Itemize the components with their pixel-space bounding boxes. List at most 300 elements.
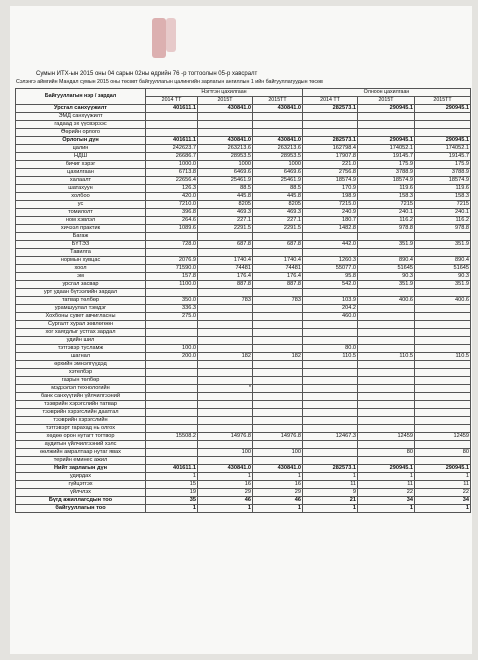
value-cell: 182 (253, 353, 303, 361)
value-cell: 26686.7 (146, 153, 198, 161)
value-cell: 263213.6 (253, 145, 303, 153)
value-cell (253, 393, 303, 401)
value-cell (303, 337, 358, 345)
value-cell (146, 321, 198, 329)
value-cell (303, 321, 358, 329)
value-cell (415, 113, 471, 121)
budget-table (15, 88, 471, 513)
document-title: Сэлэнгэ аймгийн Мандал сумын 2015 оны төсөвт байгууллагын цалингийн зарлагын ангиллын 1 ийн байгууллагуудын төсөв (16, 79, 323, 85)
value-cell: 110.5 (415, 353, 471, 361)
row-label: тээврийн хэрэгслийн даатгал (16, 409, 146, 417)
row-label: ус (16, 201, 146, 209)
value-cell: 29 (198, 489, 253, 497)
value-cell: 116.2 (358, 217, 415, 225)
value-cell: 110.5 (358, 353, 415, 361)
value-cell: 400.6 (358, 297, 415, 305)
value-cell: 242623.7 (146, 145, 198, 153)
value-cell: 103.9 (303, 297, 358, 305)
value-cell (253, 441, 303, 449)
value-cell: 1 (253, 473, 303, 481)
value-cell: 6469.6 (253, 169, 303, 177)
value-cell: 21 (303, 497, 358, 505)
table-row (16, 273, 471, 281)
value-cell: 51645 (358, 265, 415, 273)
label-column-header: Байгууллагын нэр / зардал (16, 89, 146, 105)
value-cell (146, 113, 198, 121)
value-cell: 282573.1 (303, 465, 358, 473)
value-cell (253, 401, 303, 409)
table-row (16, 385, 471, 393)
value-cell: 1 (358, 473, 415, 481)
value-cell: 175.9 (358, 161, 415, 169)
value-cell: 1 (146, 505, 198, 513)
value-cell (253, 289, 303, 297)
row-label: ном хэвлэл (16, 217, 146, 225)
value-cell (358, 345, 415, 353)
value-cell: 22656.4 (146, 177, 198, 185)
row-label: ЭМД санхүүжилт (16, 113, 146, 121)
value-cell (415, 409, 471, 417)
value-cell: 157.8 (146, 273, 198, 281)
value-cell: 126.3 (146, 185, 198, 193)
row-label: байгууллагын тоо (16, 505, 146, 513)
table-row (16, 137, 471, 145)
value-cell: 1 (198, 505, 253, 513)
value-cell: 430841.0 (253, 465, 303, 473)
table-row (16, 377, 471, 385)
value-cell: 290945.1 (358, 465, 415, 473)
year-header: 2015ТТ (253, 97, 303, 105)
table-row (16, 233, 471, 241)
row-label: хэтелбэр (16, 369, 146, 377)
table-row (16, 393, 471, 401)
value-cell: 100 (198, 449, 253, 457)
table-row (16, 481, 471, 489)
value-cell: 19145.7 (358, 153, 415, 161)
value-cell: 22 (415, 489, 471, 497)
value-cell: 542.0 (303, 281, 358, 289)
document-subtitle: Сумын ИТХ-ын 2015 оны 04 сарын 02ны өдрийн 76 -р тогтоолын 05-р хавсралт (36, 71, 258, 77)
value-cell (358, 361, 415, 369)
value-cell (415, 337, 471, 345)
value-cell (198, 313, 253, 321)
value-cell: 420.0 (146, 193, 198, 201)
value-cell: 7215.0 (303, 201, 358, 209)
value-cell: 2291.5 (198, 225, 253, 233)
table-row (16, 465, 471, 473)
value-cell: 19 (146, 489, 198, 497)
value-cell (415, 249, 471, 257)
table-row (16, 345, 471, 353)
value-cell (253, 113, 303, 121)
value-cell (253, 369, 303, 377)
value-cell: 1 (253, 505, 303, 513)
value-cell: 71590.0 (146, 265, 198, 273)
value-cell: 176.4 (253, 273, 303, 281)
value-cell: 116.2 (415, 217, 471, 225)
value-cell: 275.0 (146, 313, 198, 321)
value-cell: 3788.9 (358, 169, 415, 177)
value-cell: 290945.1 (415, 465, 471, 473)
row-label: үйлчлэх (16, 489, 146, 497)
row-label: удирдах (16, 473, 146, 481)
value-cell (358, 441, 415, 449)
table-row (16, 489, 471, 497)
table-row (16, 265, 471, 273)
value-cell: 460.0 (303, 313, 358, 321)
row-label: цалин (16, 145, 146, 153)
value-cell: 887.8 (198, 281, 253, 289)
row-label: хөдөө орон нутагт тогтвор (16, 433, 146, 441)
table-row (16, 433, 471, 441)
value-cell (415, 425, 471, 433)
value-cell: 1260.3 (303, 257, 358, 265)
value-cell: 430841.0 (253, 105, 303, 113)
value-cell: 6713.8 (146, 169, 198, 177)
value-cell (146, 385, 198, 393)
value-cell (146, 441, 198, 449)
value-cell (146, 233, 198, 241)
value-cell: 687.8 (198, 241, 253, 249)
value-cell (253, 305, 303, 313)
table-row (16, 329, 471, 337)
table-row (16, 201, 471, 209)
table-row (16, 497, 471, 505)
value-cell: 3788.9 (415, 169, 471, 177)
table-row (16, 225, 471, 233)
value-cell: 12459 (415, 433, 471, 441)
value-cell: 18574.9 (303, 177, 358, 185)
value-cell: 1 (358, 505, 415, 513)
value-cell: 290945.1 (415, 137, 471, 145)
value-cell (415, 441, 471, 449)
row-label: Багаж (16, 233, 146, 241)
value-cell: 430841.0 (198, 465, 253, 473)
value-cell (198, 393, 253, 401)
table-row (16, 409, 471, 417)
value-cell (253, 321, 303, 329)
table-row (16, 321, 471, 329)
value-cell (415, 233, 471, 241)
value-cell (253, 409, 303, 417)
value-cell (415, 121, 471, 129)
value-cell: 728.0 (146, 241, 198, 249)
value-cell: 17907.8 (303, 153, 358, 161)
value-cell: 6469.6 (198, 169, 253, 177)
row-label: терийн еминес ажил (16, 457, 146, 465)
value-cell: 430841.0 (198, 105, 253, 113)
value-cell (415, 361, 471, 369)
value-cell: 95.8 (303, 273, 358, 281)
row-label: хичээл практик (16, 225, 146, 233)
value-cell: 29 (253, 489, 303, 497)
value-cell (358, 385, 415, 393)
value-cell (198, 113, 253, 121)
value-cell: 174052.1 (415, 145, 471, 153)
table-row (16, 417, 471, 425)
value-cell (358, 409, 415, 417)
value-cell (253, 361, 303, 369)
value-cell: 336.3 (146, 305, 198, 313)
value-cell (415, 417, 471, 425)
value-cell (146, 289, 198, 297)
row-label: тээврийн хэрэгслийн (16, 417, 146, 425)
value-cell: 51645 (415, 265, 471, 273)
value-cell: 22 (358, 489, 415, 497)
row-label: цахилгаан (16, 169, 146, 177)
value-cell: 158.3 (415, 193, 471, 201)
row-label: нормын хувцас (16, 257, 146, 265)
value-cell (303, 129, 358, 137)
table-row (16, 457, 471, 465)
value-cell (358, 113, 415, 121)
value-cell (146, 401, 198, 409)
value-cell: 1482.8 (303, 225, 358, 233)
table-header-row-groups (16, 89, 471, 97)
value-cell (303, 377, 358, 385)
table-row (16, 369, 471, 377)
value-cell (303, 449, 358, 457)
value-cell: 1740.4 (198, 257, 253, 265)
row-label: халаалт (16, 177, 146, 185)
row-label: өөлжийн амралтаар нутаг явах (16, 449, 146, 457)
table-row (16, 249, 471, 257)
value-cell (303, 369, 358, 377)
value-cell (146, 361, 198, 369)
value-cell (415, 345, 471, 353)
value-cell: 351.9 (358, 241, 415, 249)
value-cell: 2291.5 (253, 225, 303, 233)
value-cell: 198.9 (303, 193, 358, 201)
value-cell (303, 121, 358, 129)
value-cell (253, 313, 303, 321)
row-label: бичиг хэрэг (16, 161, 146, 169)
value-cell: 28953.5 (253, 153, 303, 161)
value-cell: 430841.0 (198, 137, 253, 145)
value-cell (415, 385, 471, 393)
table-row (16, 241, 471, 249)
table-row (16, 473, 471, 481)
value-cell (415, 129, 471, 137)
value-cell (358, 329, 415, 337)
value-cell: 2076.9 (146, 257, 198, 265)
value-cell: 46 (198, 497, 253, 505)
value-cell (303, 233, 358, 241)
value-cell: 7215 (415, 201, 471, 209)
table-row (16, 113, 471, 121)
row-label: гүйцэтгэх (16, 481, 146, 489)
value-cell (358, 313, 415, 321)
value-cell: 227.1 (198, 217, 253, 225)
value-cell: 469.3 (253, 209, 303, 217)
table-row (16, 185, 471, 193)
table-row (16, 297, 471, 305)
value-cell (198, 417, 253, 425)
value-cell (198, 329, 253, 337)
value-cell (253, 417, 303, 425)
value-cell: 16 (253, 481, 303, 489)
table-row (16, 161, 471, 169)
value-cell: 46 (253, 497, 303, 505)
value-cell (415, 289, 471, 297)
value-cell (358, 457, 415, 465)
value-cell: 1 (303, 473, 358, 481)
value-cell: 18574.9 (415, 177, 471, 185)
row-label: Бүгд ажиллагсдын тоо (16, 497, 146, 505)
row-label: холбоо (16, 193, 146, 201)
value-cell: 28953.5 (198, 153, 253, 161)
value-cell: 2756.8 (303, 169, 358, 177)
value-cell (253, 329, 303, 337)
value-cell (253, 345, 303, 353)
value-cell (146, 449, 198, 457)
value-cell: 90.3 (415, 273, 471, 281)
value-cell: 263213.6 (198, 145, 253, 153)
row-label: Сургалт хурал зөвлөгөөн (16, 321, 146, 329)
value-cell (415, 401, 471, 409)
table-row (16, 193, 471, 201)
value-cell (146, 369, 198, 377)
value-cell: 175.9 (415, 161, 471, 169)
value-cell (303, 385, 358, 393)
row-label: мэдээлэл технологийн (16, 385, 146, 393)
value-cell: 396.8 (146, 209, 198, 217)
row-label: тэтгэвэрт гарахад нь олгох (16, 425, 146, 433)
value-cell: 1100.0 (146, 281, 198, 289)
value-cell (198, 377, 253, 385)
value-cell: 162798.4 (303, 145, 358, 153)
row-label: томилолт (16, 209, 146, 217)
value-cell: 100 (253, 449, 303, 457)
value-cell: 55077.0 (303, 265, 358, 273)
row-label: хог хаягдлыг устгах зардал (16, 329, 146, 337)
row-label: урамшуулал тэмдэг (16, 305, 146, 313)
value-cell: 7210.0 (146, 201, 198, 209)
table-row (16, 313, 471, 321)
table-row (16, 401, 471, 409)
value-cell: 227.1 (253, 217, 303, 225)
value-cell (358, 337, 415, 345)
value-cell: 200.0 (146, 353, 198, 361)
value-cell (198, 129, 253, 137)
value-cell: 119.6 (415, 185, 471, 193)
table-row (16, 217, 471, 225)
value-cell: 401611.1 (146, 137, 198, 145)
value-cell (146, 457, 198, 465)
value-cell: 1000 (198, 161, 253, 169)
value-cell (415, 305, 471, 313)
year-header: 2015ТТ (415, 97, 471, 105)
value-cell: 240.1 (358, 209, 415, 217)
table-row (16, 337, 471, 345)
value-cell: 400.6 (415, 297, 471, 305)
value-cell: 18574.9 (358, 177, 415, 185)
value-cell (198, 345, 253, 353)
value-cell (198, 249, 253, 257)
table-row (16, 305, 471, 313)
table-row (16, 153, 471, 161)
value-cell: 180.7 (303, 217, 358, 225)
value-cell: 15508.2 (146, 433, 198, 441)
table-row (16, 257, 471, 265)
value-cell (415, 369, 471, 377)
value-cell: 1 (303, 505, 358, 513)
value-cell (146, 121, 198, 129)
value-cell (146, 337, 198, 345)
row-label: тээврийн хэрэгслийн татвар (16, 401, 146, 409)
row-label: урсгал засвар (16, 281, 146, 289)
value-cell: 687.8 (253, 241, 303, 249)
value-cell (415, 321, 471, 329)
value-cell: 978.8 (415, 225, 471, 233)
value-cell: 978.8 (358, 225, 415, 233)
value-cell: 240.1 (415, 209, 471, 217)
value-cell: 80 (358, 449, 415, 457)
value-cell (358, 417, 415, 425)
value-cell: 12467.3 (303, 433, 358, 441)
value-cell (146, 409, 198, 417)
value-cell: 1089.6 (146, 225, 198, 233)
row-label: тэтгэвэр тусламж (16, 345, 146, 353)
value-cell (253, 249, 303, 257)
value-cell: 90.3 (358, 273, 415, 281)
value-cell (198, 441, 253, 449)
value-cell: 1740.4 (253, 257, 303, 265)
value-cell: 1000.0 (146, 161, 198, 169)
year-header: 2015Т (358, 97, 415, 105)
value-cell: 445.8 (198, 193, 253, 201)
value-cell (198, 121, 253, 129)
value-cell: 170.9 (303, 185, 358, 193)
value-cell: 174052.1 (358, 145, 415, 153)
value-cell (415, 377, 471, 385)
table-row (16, 129, 471, 137)
value-cell: 19145.7 (415, 153, 471, 161)
year-header: 2015Т (198, 97, 253, 105)
value-cell (198, 401, 253, 409)
row-label: Хохбоны сувет авчигласны (16, 313, 146, 321)
value-cell (358, 249, 415, 257)
year-header: 2014 ТТ (146, 97, 198, 105)
value-cell: 1 (146, 473, 198, 481)
value-cell: 34 (358, 497, 415, 505)
value-cell (358, 377, 415, 385)
table-row (16, 361, 471, 369)
value-cell (303, 361, 358, 369)
table-row (16, 105, 471, 113)
value-cell: 282573.1 (303, 105, 358, 113)
value-cell (198, 425, 253, 433)
value-cell (146, 249, 198, 257)
value-cell: 119.6 (358, 185, 415, 193)
value-cell: 445.8 (253, 193, 303, 201)
row-label: НДШ (16, 153, 146, 161)
value-cell (358, 129, 415, 137)
value-cell (303, 417, 358, 425)
value-cell: 25461.9 (253, 177, 303, 185)
value-cell: 351.9 (415, 241, 471, 249)
value-cell (303, 409, 358, 417)
row-label: урт удаан бүтээлийн зардал (16, 289, 146, 297)
value-cell (253, 457, 303, 465)
value-cell (198, 233, 253, 241)
value-cell: 290945.1 (358, 105, 415, 113)
table-row (16, 353, 471, 361)
red-stamp-mark-faint (166, 18, 176, 52)
value-cell (303, 425, 358, 433)
row-label: удийн шил (16, 337, 146, 345)
value-cell (146, 425, 198, 433)
